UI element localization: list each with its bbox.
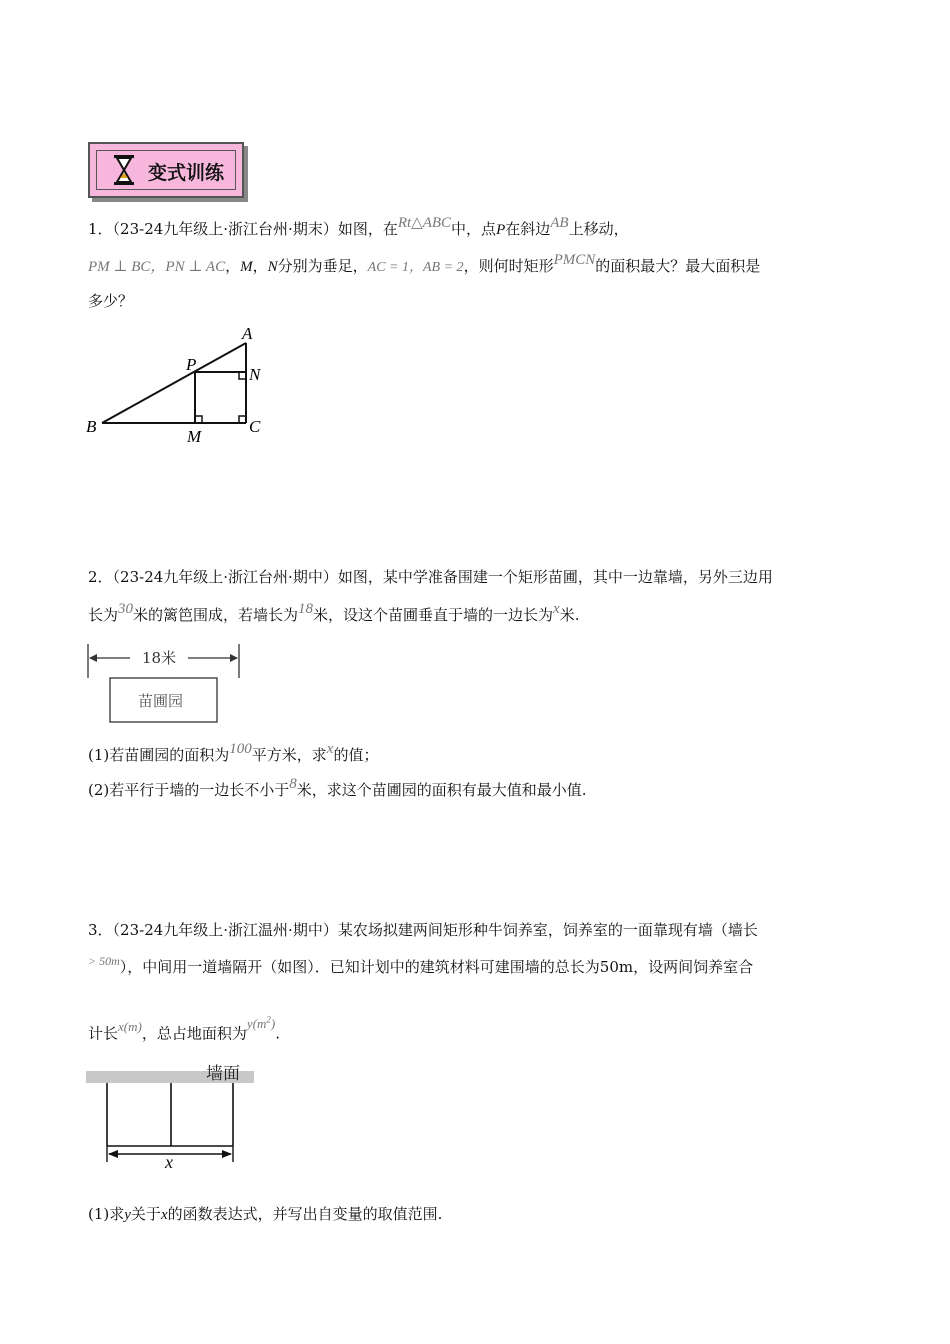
q3-text: 某农场拟建两间矩形种牛饲养室，饲养室的一面靠现有墙（墙长 [337, 921, 758, 939]
q2-text: (2)若平行于墙的一边长不小于 [88, 781, 290, 799]
label-p: P [186, 355, 197, 374]
q2-text: 如图，某中学准备围建一个矩形苗圃，其中一边靠墙，另外三边用 [337, 568, 773, 586]
q3-var-y: y [124, 1207, 131, 1223]
q3-var-x: x [160, 1207, 168, 1223]
q2-math-8: 8 [289, 776, 297, 792]
arrowhead-left [108, 1150, 118, 1158]
q2-math-30: 30 [118, 601, 134, 617]
q2-math-100: 100 [229, 741, 252, 757]
q1-var-p: P [496, 222, 506, 238]
wall-length-label: 18米 [142, 649, 177, 667]
arrowhead-left [89, 654, 97, 662]
q1-text: 分别为垂足， [277, 257, 368, 275]
q2-part-1 [88, 741, 379, 767]
q1-math-rect: PMCN [553, 252, 596, 268]
q2-text: 米，求这个苗圃园的面积有最大值和最小值. [296, 781, 587, 799]
q1-text: 在斜边 [505, 220, 551, 238]
q2-number: 2． [88, 568, 113, 586]
label-a: A [242, 324, 253, 343]
q3-text: 计长 [88, 1024, 119, 1043]
q1-text: 如图，在 [337, 220, 398, 238]
q3-math-y: y(m [246, 1016, 267, 1032]
q1-text: ，则何时矩形 [463, 257, 554, 275]
arrowhead-right [222, 1150, 232, 1158]
q2-line-2 [88, 601, 580, 627]
q2-text: 长为 [88, 606, 119, 624]
q3-math-xm: x(m) [118, 1019, 142, 1035]
hypotenuse-ab [102, 343, 246, 423]
q1-line-3 [88, 290, 133, 312]
q1-text: 的面积最大？最大面积是 [595, 257, 761, 275]
section-banner [88, 142, 244, 198]
right-angle-m [195, 416, 202, 423]
q3-text: 关于 [130, 1205, 161, 1223]
q3-line-2 [88, 956, 753, 979]
q3-text: ，总占地面积为 [141, 1024, 247, 1043]
banner-title: 变式训练 [148, 162, 225, 184]
q1-number: 1． [88, 220, 113, 238]
q1-text: 上移动， [568, 220, 629, 238]
hourglass-icon [112, 154, 136, 186]
q1-math-ab: AB [550, 215, 569, 231]
q3-text: 的函数表达式，并写出自变量的取值范围. [167, 1205, 443, 1223]
wall-label: 墙面 [206, 1064, 240, 1084]
x-label: x [165, 1152, 173, 1172]
q2-math-18: 18 [298, 601, 314, 617]
q1-line-2 [88, 252, 761, 279]
q1-line-1 [88, 215, 629, 241]
q1-var-n: N [267, 259, 278, 275]
q1-text: 中，点 [451, 220, 497, 238]
q3-text: (1)求 [88, 1205, 125, 1223]
garden-label: 苗圃园 [138, 692, 184, 710]
right-angle-c [239, 416, 246, 423]
q1-var-m: M [240, 259, 253, 275]
q3-text: . [275, 1024, 280, 1043]
q1-triangle-figure [80, 320, 280, 450]
q3-math-ym2 [247, 1016, 275, 1031]
q2-line-1 [88, 566, 773, 588]
q1-math-perp: PM ⊥ BC，PN ⊥ AC [88, 259, 226, 275]
q3-number: 3． [88, 921, 113, 939]
label-c: C [249, 417, 261, 436]
q2-text: 米，设这个苗圃垂直于墙的一边长为 [313, 606, 554, 624]
q2-math-x2: x [326, 741, 334, 757]
q2-text: (1)若苗圃园的面积为 [88, 746, 230, 764]
q3-pens-figure [84, 1058, 264, 1173]
q2-text: 的值； [333, 746, 379, 764]
label-m: M [187, 427, 202, 446]
q2-garden-figure [84, 640, 254, 730]
label-b: B [86, 417, 97, 436]
q2-text: 米的篱笆围成，若墙长为 [133, 606, 299, 624]
q3-line-3 [88, 1015, 280, 1045]
q2-math-x: x [553, 601, 560, 617]
q3-line-1 [88, 919, 758, 941]
q1-text: 多少？ [88, 292, 134, 310]
q3-part-1 [88, 1203, 442, 1226]
q1-source: （23-24九年级上·浙江台州·期末） [112, 220, 338, 238]
label-n: N [249, 365, 261, 384]
q1-math-triangle: Rt△ABC [397, 215, 452, 231]
q1-text: ， [225, 257, 241, 275]
q2-source: （23-24九年级上·浙江台州·期中） [112, 568, 338, 586]
q3-source: （23-24九年级上·浙江温州·期中） [112, 921, 338, 939]
q1-math-values: AC = 1，AB = 2 [367, 260, 464, 275]
q3-math-gt50: > 50m [88, 954, 120, 968]
q3-text: ），中间用一道墙隔开（如图）．已知计划中的建筑材料可建围墙的总长为50m，设两间饲养室合 [119, 958, 754, 976]
q3-math-yc: ) [270, 1016, 276, 1032]
q3-math-sq: 2 [266, 1015, 271, 1025]
q2-text: 米. [559, 606, 580, 624]
q2-text: 平方米，求 [251, 746, 327, 764]
arrowhead-right [230, 654, 238, 662]
q1-text: ， [252, 257, 268, 275]
q2-part-2 [88, 776, 587, 802]
right-angle-n [239, 372, 246, 379]
